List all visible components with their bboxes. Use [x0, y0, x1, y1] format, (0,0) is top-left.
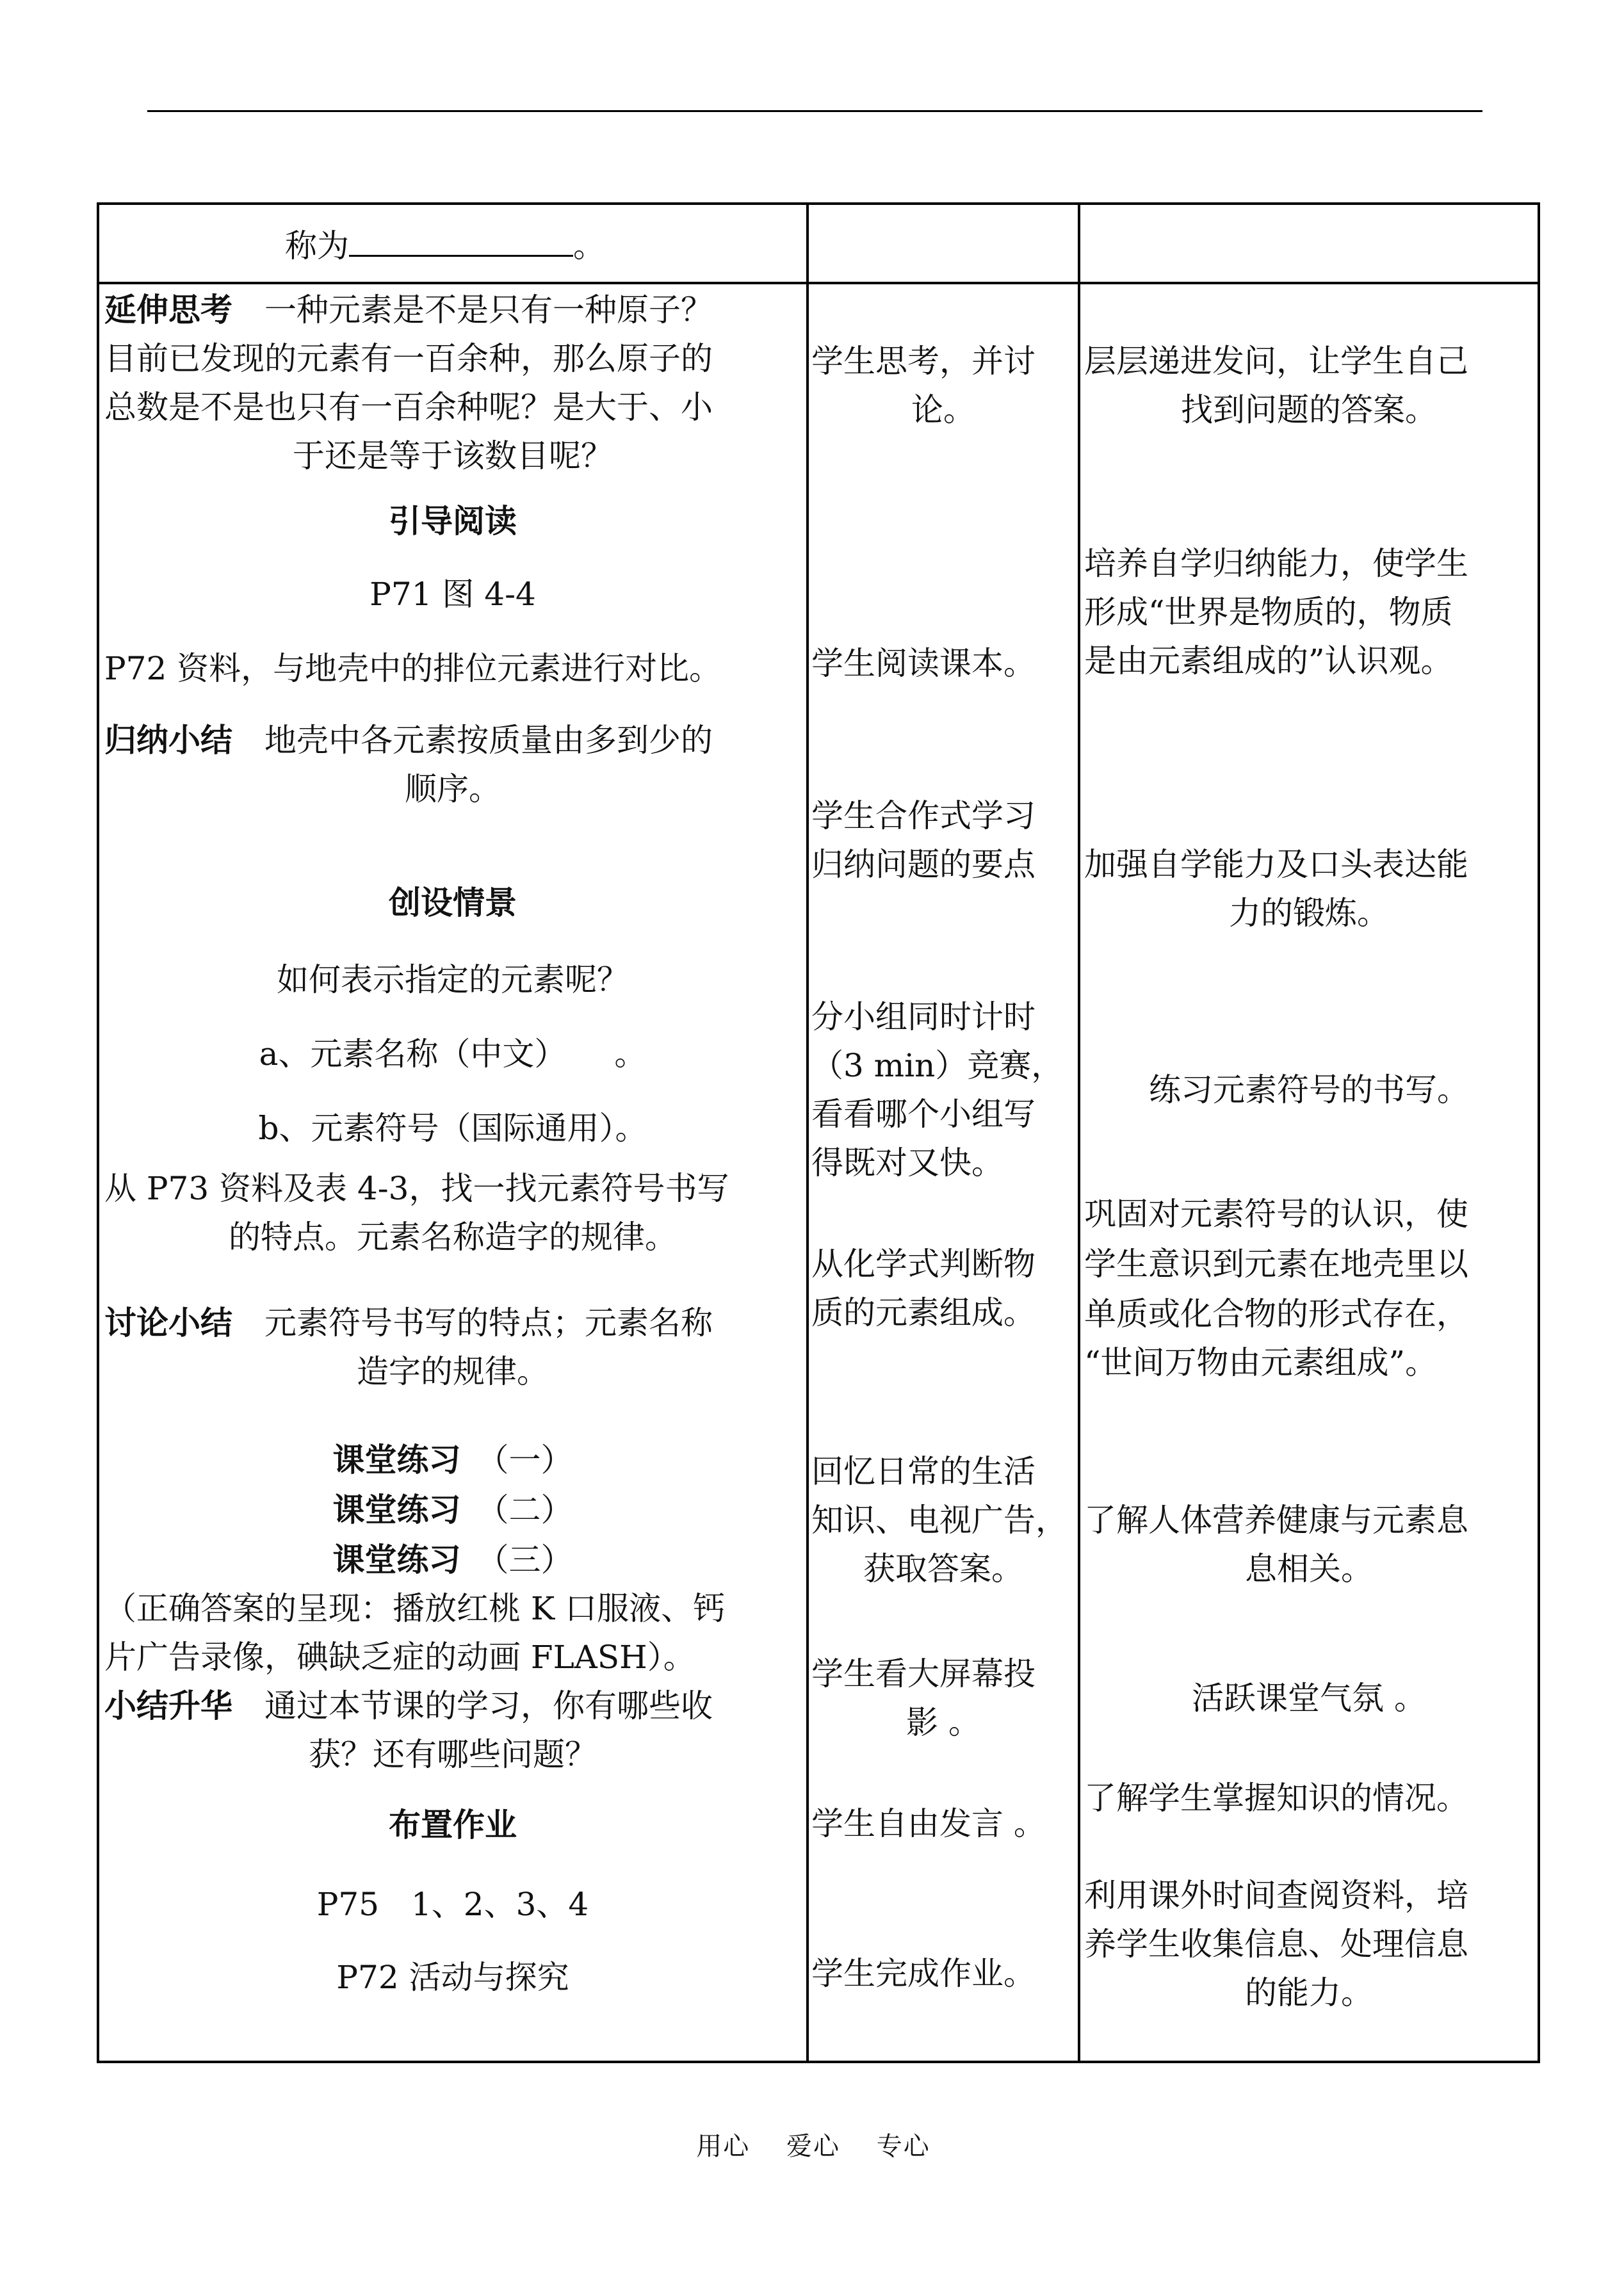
scenario-task-line1: 从 P73 资料及表 4-3，找一找元素符号书写 — [104, 1170, 729, 1207]
intent-consolidate-line3: 单质或化合物的形式存在， — [1084, 1295, 1468, 1333]
guided-reading-heading: 引导阅读 — [389, 502, 517, 540]
intent-writing: 练习元素符号的书写。 — [1149, 1071, 1469, 1108]
answer-presentation-line1: （正确答案的呈现：播放红桃 K 口服液、钙 — [104, 1590, 726, 1627]
activity-speak: 学生自由发言 。 — [811, 1805, 1046, 1842]
intent-consolidate-line4: “世间万物由元素组成”。 — [1084, 1344, 1438, 1381]
discussion-line2: 造字的规律。 — [357, 1353, 549, 1390]
activity-formula-line1: 从化学式判断物 — [811, 1245, 1035, 1283]
activity-screen-line1: 学生看大屏幕投 — [811, 1655, 1035, 1692]
activity-contest-line3: 看看哪个小组写 — [811, 1096, 1035, 1133]
activity-think-line1: 学生思考，并讨 — [811, 343, 1035, 380]
activity-cooperate-line1: 学生合作式学习 — [811, 797, 1035, 834]
top-cell-content — [98, 204, 808, 283]
top-cell-intent — [1079, 204, 1539, 283]
scenario-option-a: a、元素名称（中文） 。 — [259, 1035, 647, 1073]
activity-contest-line1: 分小组同时计时 — [811, 998, 1035, 1035]
intent-progressive-line1: 层层递进发问，让学生自己 — [1084, 343, 1468, 380]
intent-selfstudy-line1: 培养自学归纳能力，使学生 — [1084, 545, 1468, 582]
intent-progressive-line2: 找到问题的答案。 — [1181, 391, 1437, 428]
intent-atmosphere: 活跃课堂气氛 。 — [1192, 1680, 1426, 1717]
activity-contest-line2: （3 min）竞赛， — [811, 1047, 1064, 1084]
extend-thinking-line4: 于还是等于该数目呢？ — [293, 437, 613, 474]
practice-1: 课堂练习 （一） — [332, 1441, 573, 1479]
activity-think-line2: 论。 — [911, 391, 975, 428]
intent-mastery: 了解学生掌握知识的情况。 — [1084, 1780, 1468, 1817]
guided-reading-reference: P72 资料，与地壳中的排位元素进行对比。 — [104, 650, 722, 687]
homework-heading: 布置作业 — [389, 1806, 517, 1844]
intent-selfstudy-line2: 形成“世界是物质的，物质 — [1084, 594, 1453, 631]
intent-column — [1079, 283, 1539, 2062]
scenario-question: 如何表示指定的元素呢？ — [277, 961, 629, 998]
intent-nutrition-line1: 了解人体营养健康与元素息 — [1084, 1502, 1468, 1539]
discussion-line1: 讨论小结 元素符号书写的特点；元素名称 — [104, 1304, 713, 1342]
intent-research-line2: 养学生收集信息、处理信息 — [1084, 1926, 1468, 1963]
homework-item-1: P75 1、2、3、4 — [316, 1886, 589, 1923]
scenario-heading: 创设情景 — [389, 884, 517, 921]
intent-nutrition-line2: 息相关。 — [1245, 1550, 1373, 1587]
activity-cooperate-line2: 归纳问题的要点 — [811, 846, 1035, 883]
answer-blank — [349, 224, 573, 257]
intent-express-line2: 力的锻炼。 — [1229, 895, 1389, 932]
summary-line1: 归纳小结 地壳中各元素按质量由多到少的 — [104, 721, 713, 759]
intent-consolidate-line1: 巩固对元素符号的认识，使 — [1084, 1196, 1468, 1233]
lesson-plan-table — [97, 202, 1540, 2063]
activity-recall-line3: 获取答案。 — [863, 1550, 1023, 1587]
extend-thinking-line2: 目前已发现的元素有一百余种，那么原子的 — [104, 340, 713, 377]
table-row-main — [98, 283, 1539, 2062]
header-rule — [147, 110, 1482, 112]
intent-express-line1: 加强自学能力及口头表达能 — [1084, 846, 1468, 883]
content-column — [98, 283, 808, 2062]
intent-research-line1: 利用课外时间查阅资料，培 — [1084, 1877, 1468, 1914]
called-as-line: 称为 。 — [285, 223, 982, 269]
activity-read: 学生阅读课本。 — [811, 645, 1035, 682]
extend-thinking-line3: 总数是不是也只有一百余种呢？是大于、小 — [104, 389, 713, 426]
answer-presentation-line2: 片广告录像，碘缺乏症的动画 FLASH）。 — [104, 1639, 695, 1676]
table-row-top — [98, 204, 1539, 283]
sublimation-line2: 获？还有哪些问题？ — [309, 1736, 597, 1773]
intent-selfstudy-line3: 是由元素组成的”认识观。 — [1084, 642, 1453, 679]
scenario-option-b: b、元素符号（国际通用）。 — [258, 1110, 647, 1147]
activity-contest-line4: 得既对又快。 — [811, 1144, 1003, 1181]
practice-3: 课堂练习 （三） — [332, 1541, 573, 1578]
page-footer: 用心 爱心 专心 — [696, 2132, 930, 2161]
homework-item-2: P72 活动与探究 — [336, 1959, 569, 1996]
intent-consolidate-line2: 学生意识到元素在地壳里以 — [1084, 1245, 1468, 1283]
guided-reading-figure: P71 图 4-4 — [369, 576, 536, 613]
practice-2: 课堂练习 （二） — [332, 1491, 573, 1529]
activity-column — [808, 283, 1079, 2062]
activity-screen-line2: 影 。 — [906, 1704, 980, 1741]
sublimation-line1: 小结升华 通过本节课的学习，你有哪些收 — [104, 1687, 713, 1724]
activity-recall-line2: 知识、电视广告， — [811, 1502, 1068, 1539]
scenario-task-line2: 的特点。元素名称造字的规律。 — [229, 1219, 677, 1256]
activity-recall-line1: 回忆日常的生活 — [811, 1453, 1035, 1490]
activity-homework: 学生完成作业。 — [811, 1955, 1035, 1992]
activity-formula-line2: 质的元素组成。 — [811, 1294, 1035, 1331]
extend-thinking-line1: 延伸思考 一种元素是不是只有一种原子？ — [104, 291, 713, 328]
summary-line2: 顺序。 — [405, 770, 501, 807]
intent-research-line3: 的能力。 — [1245, 1974, 1373, 2011]
